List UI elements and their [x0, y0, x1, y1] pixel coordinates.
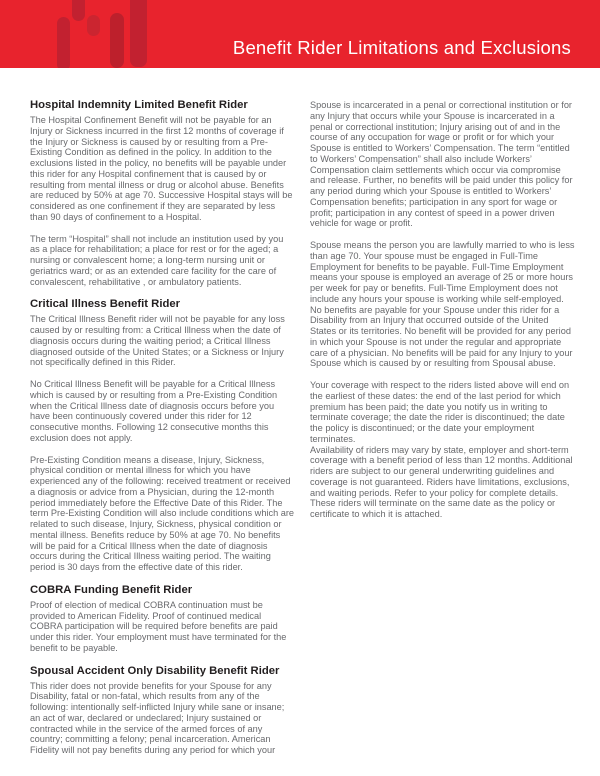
paragraph: This rider does not provide benefits for your Spouse for any Disability, fatal or non-fatal, which results from any of the following: intentionally self-inflicted Injury while sane or insane; an act of war, declared or undeclared; Injury sustained or contracted while in the service of the armed forces of any country; committing a felony; penal incarceration. American Fidelity will not pay benefits during any period for which your — [30, 680, 285, 755]
section-cobra-funding-benefit-rider — [30, 584, 295, 654]
section-critical-illness-benefit-rider — [30, 298, 295, 573]
section-heading: Spousal Accident Only Disability Benefit Rider — [30, 664, 280, 677]
american-fidelity-logo-icon — [0, 0, 170, 68]
paragraph: Your coverage with respect to the riders listed above will end on the earliest of these dates: the end of the last period for which premium has been paid; the date you notify us in writing to terminate coverage; the date the rider is discontinued; the date the policy is discontinued; or the date your employment terminates. — [310, 380, 570, 444]
paragraph: The Hospital Confinement Benefit will not be payable for an Injury or Sickness incurred in the first 12 months of coverage if the Injury or Sickness is caused by or resulting from a Pre-Existing Condition as defined in the policy. In addition to the exclusions listed in the policy, no benefits will be payable under this rider for any Hospital confinement that is caused by or resulting from mental illness or drug or alcohol abuse. Benefits are reduced by 50% at age 70. Successive Hospital stays will be considered as one confinement if they are separated by less than 90 days of confinement to a Hospital. — [30, 115, 293, 222]
paragraph: The Critical Illness Benefit rider will not be payable for any loss caused by or resulting from: a Critical Illness when the date of diagnosis occurs during the waiting period; a Critical Illness diagnosed outside of the United States; or a Sickness or Injury not specifically defined in this Rider. — [30, 314, 285, 368]
logo-bar — [110, 13, 124, 68]
right-column — [310, 99, 575, 767]
paragraph: Availability of riders may vary by state, employer and short-term coverage with a benefit period of less than 12 months. Additional riders are subject to our general underwriting guidelines and coverage is not guaranteed. Riders have limitations, exclusions, and waiting periods. Refer to your policy for complete details. These riders will terminate on the same date as the policy or certificate to which it is attached. — [310, 444, 573, 519]
left-column — [30, 99, 295, 767]
paragraph: Spouse is incarcerated in a penal or correctional institution or for any Injury that occurs while your Spouse is incarcerated in a penal or correctional institution; Injury arising out of and in the course of any occupation for wage or profit or for which your Spouse is entitled to Workers’ Compensation. The term “entitled to Workers’ Compensation” shall also include Workers’ Compensation claim settlements which occur via compromise and release. Further, no benefits will be paid under this policy for any period during which your Spouse is entitled to Workers’ Compensation benefits; participation in any sport for wage or profit; participation in any contest of speed in a power driven vehicle for wage or profit. — [310, 100, 573, 229]
logo-bar — [72, 0, 85, 21]
section-heading: Hospital Indemnity Limited Benefit Rider — [30, 99, 248, 111]
section-spousal-accident-only-disability-benefit-rider — [30, 665, 295, 756]
logo-bar — [57, 17, 70, 68]
paragraph: Proof of election of medical COBRA continuation must be provided to American Fidelity. Proof of continued medical COBRA participation will be required before benefits are paid under this rider. Your employment must have terminated for the benefit to be payable. — [30, 599, 287, 653]
logo-bar — [87, 15, 100, 36]
document-body — [0, 68, 600, 767]
page-header-banner — [0, 0, 600, 68]
paragraph: Pre-Existing Condition means a disease, Injury, Sickness, physical condition or mental illness for which you have experienced any of the following: received treatment or received a diagnosis or advice from a Physician, during the 12-month period immediately before the Effective Date of this Rider. The term Pre-Existing Condition will also include conditions which are related to such disease, Injury, Sickness, physical condition or mental illness. Benefits reduce by 50% at age 70. No benefits will be paid for a Critical Illness when the date of diagnosis occurs during the Critical Illness waiting period. The waiting period is 30 days from the effective date of this rider. — [30, 454, 295, 572]
logo-bar — [130, 0, 147, 67]
section-heading: Critical Illness Benefit Rider — [30, 298, 181, 311]
paragraph: No Critical Illness Benefit will be payable for a Critical Illness which is caused by or resulting from a Pre-Existing Condition when the Critical Illness date of diagnosis occurs before you have been continuously covered under this rider for 12 consecutive months. Following 12 consecutive months this exclusion does not apply. — [30, 379, 278, 443]
section-heading: COBRA Funding Benefit Rider — [30, 583, 193, 596]
page-title: Benefit Rider Limitations and Exclusions — [232, 37, 571, 58]
section-hospital-indemnity-limited-benefit-rider — [30, 99, 295, 287]
paragraph: The term “Hospital” shall not include an institution used by you as a place for rehabilitation; a place for rest or for the aged; a nursing or convalescent home; a long-term nursing unit or geriatrics ward; or as an extended care facility for the care of convalescent, rehabilitative , or ambulatory patients. — [30, 233, 284, 287]
paragraph: Spouse means the person you are lawfully married to who is less than age 70. Your spouse must be engaged in Full-Time Employment for benefits to be payable. Full-Time Employment means your spouse is employed an average of 25 or more hours per week for pay or benefits. Full-Time Employment does not include any hours your spouse is working while self-employed. No benefits are payable for your Spouse under this rider for a Disability from an Injury that occurred outside of the United States or its territories. No benefit will be provided for any period in which your Spouse is not under the regular and appropriate care of a physician. No benefits will be paid for any Injury to your Spouse which is caused by or resulting from Spousal abuse. — [310, 240, 575, 369]
